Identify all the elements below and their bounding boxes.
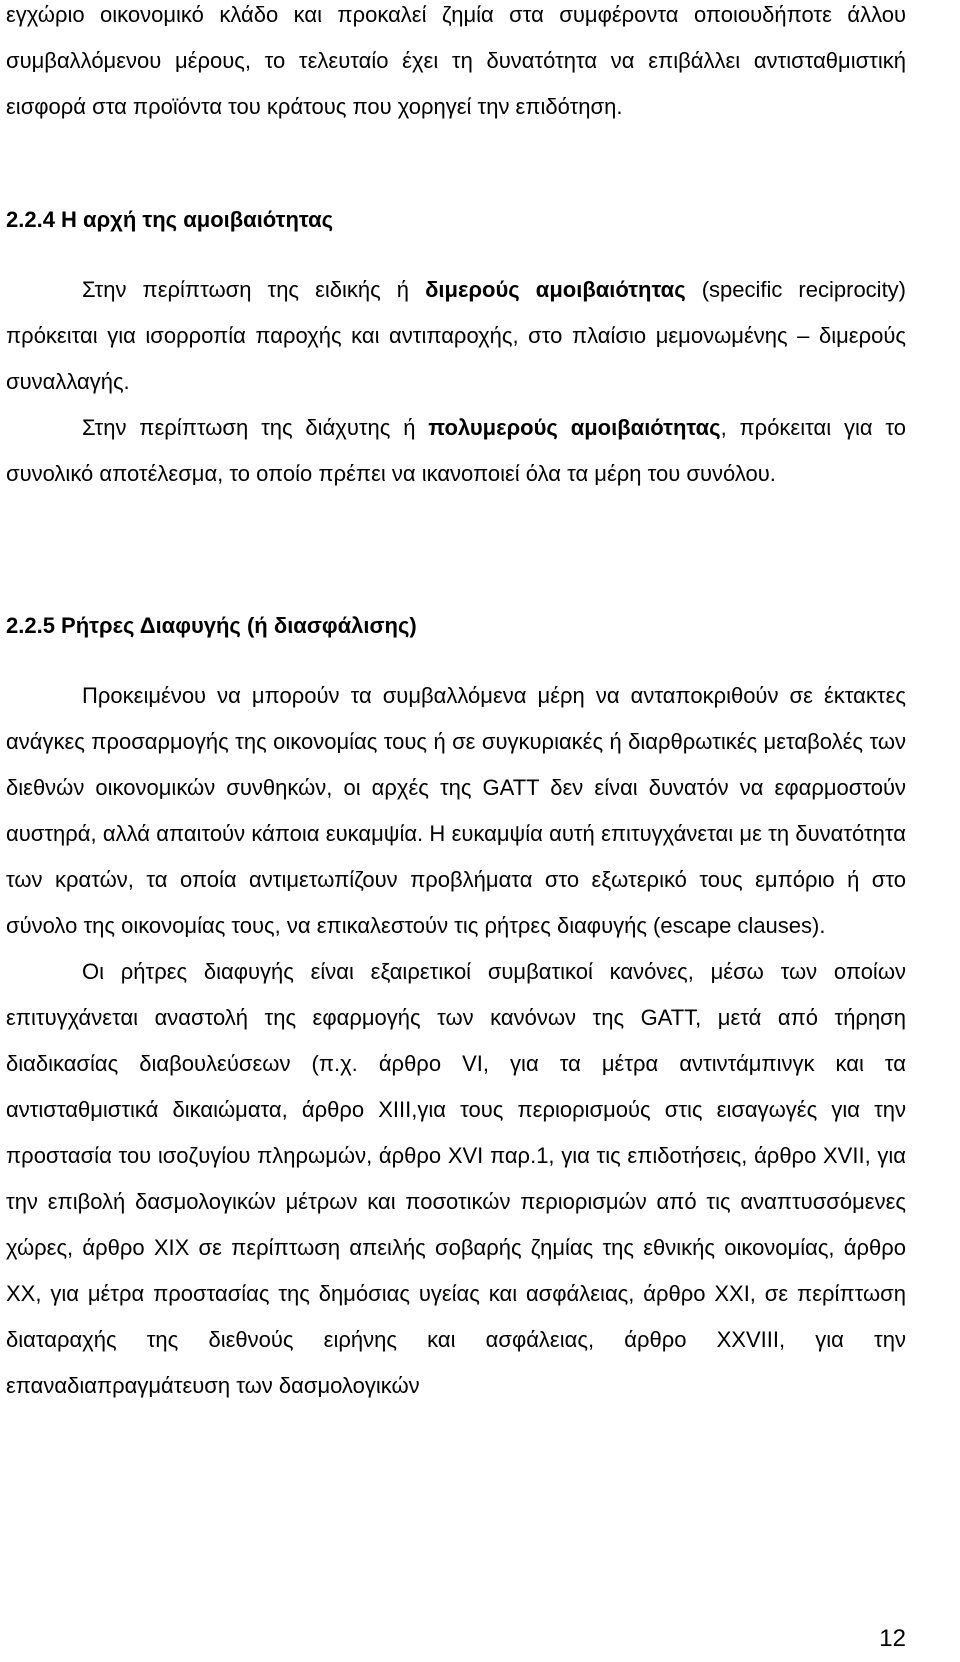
page-number: 12 bbox=[879, 1625, 906, 1652]
section-225-body bbox=[6, 673, 906, 1409]
reciprocity-specific-paragraph bbox=[6, 267, 906, 405]
section-225-heading: 2.2.5 Ρήτρες Διαφυγής (ή διασφάλισης) bbox=[6, 613, 417, 638]
escape-clauses-intro-paragraph: Προκειμένου να μπορούν τα συμβαλλόμενα μέρη να ανταποκριθούν σε έκτακτες ανάγκες προσαρμογής της οικονομίας τους ή σε συγκυριακές ή διαρθρωτικές μεταβολές των διεθνών οικονομικών συνθηκών, οι αρχές της GATT δεν είναι δυνατόν να εφαρμοστούν αυστηρά, αλλά απαιτούν κάποια ευκαμψία. Η ευκαμψία αυτή επιτυγχάνεται με τη δυνατότητα των κρατών, τα οποία αντιμετωπίζουν προβλήματα στο εξωτερικό τους εμπόριο ή στο σύνολο της οικονομίας τους, να επικαλεστούν τις ρήτρες διαφυγής (escape clauses). bbox=[6, 683, 906, 938]
p2-before: Στην περίπτωση της διάχυτης ή bbox=[82, 415, 429, 440]
section-224-heading: 2.2.4 Η αρχή της αμοιβαιότητας bbox=[6, 207, 334, 232]
p1-before: Στην περίπτωση της ειδικής ή bbox=[82, 277, 426, 302]
p2-bold: πολυμερούς αμοιβαιότητας bbox=[428, 415, 721, 440]
p1-bold: διμερούς αμοιβαιότητας bbox=[425, 277, 686, 302]
intro-text: εγχώριο οικονομικό κλάδο και προκαλεί ζημία στα συμφέροντα οποιουδήποτε άλλου συμβαλλόμενου μέρους, το τελευταίο έχει τη δυνατότητα να επιβάλλει αντισταθμιστική εισφορά στα προϊόντα του κράτους που χορηγεί την επιδότηση. bbox=[6, 2, 906, 119]
section-224-body bbox=[6, 267, 906, 497]
p1-after: (specific reciprocity) πρόκειται για ισορροπία παροχής και αντιπαροχής, στο πλαίσιο μεμονωμένης – διμερούς συναλλαγής. bbox=[6, 277, 907, 394]
reciprocity-diffuse-paragraph bbox=[6, 405, 906, 497]
document-page bbox=[6, 0, 906, 1660]
escape-clauses-articles-paragraph: Οι ρήτρες διαφυγής είναι εξαιρετικοί συμβατικοί κανόνες, μέσω των οποίων επιτυγχάνεται αναστολή της εφαρμογής των κανόνων της GATT, μετά από τήρηση διαδικασίας διαβουλεύσεων (π.χ. άρθρο VI, για τα μέτρα αντιντάμπινγκ και τα αντισταθμιστικά δικαιώματα, άρθρο XIII,για τους περιορισμούς στις εισαγωγές για την προστασία του ισοζυγίου πληρωμών, άρθρο XVI παρ.1, για τις επιδοτήσεις, άρθρο XVII, για την επιβολή δασμολογικών μέτρων και ποσοτικών περιορισμών από τις αναπτυσσόμενες χώρες, άρθρο XIX σε περίπτωση απειλής σοβαρής ζημίας της εθνικής οικονομίας, άρθρο XX, για μέτρα προστασίας της δημόσιας υγείας και ασφάλειας, άρθρο XXI, σε περίπτωση διαταραχής της διεθνούς ειρήνης και ασφάλειας, άρθρο XXVIII, για την επαναδιαπραγμάτευση των δασμολογικών bbox=[6, 959, 906, 1398]
intro-paragraph bbox=[6, 0, 906, 130]
p2-after: , πρόκειται για το συνολικό αποτέλεσμα, το οποίο πρέπει να ικανοποιεί όλα τα μέρη του συνόλου. bbox=[6, 415, 906, 486]
